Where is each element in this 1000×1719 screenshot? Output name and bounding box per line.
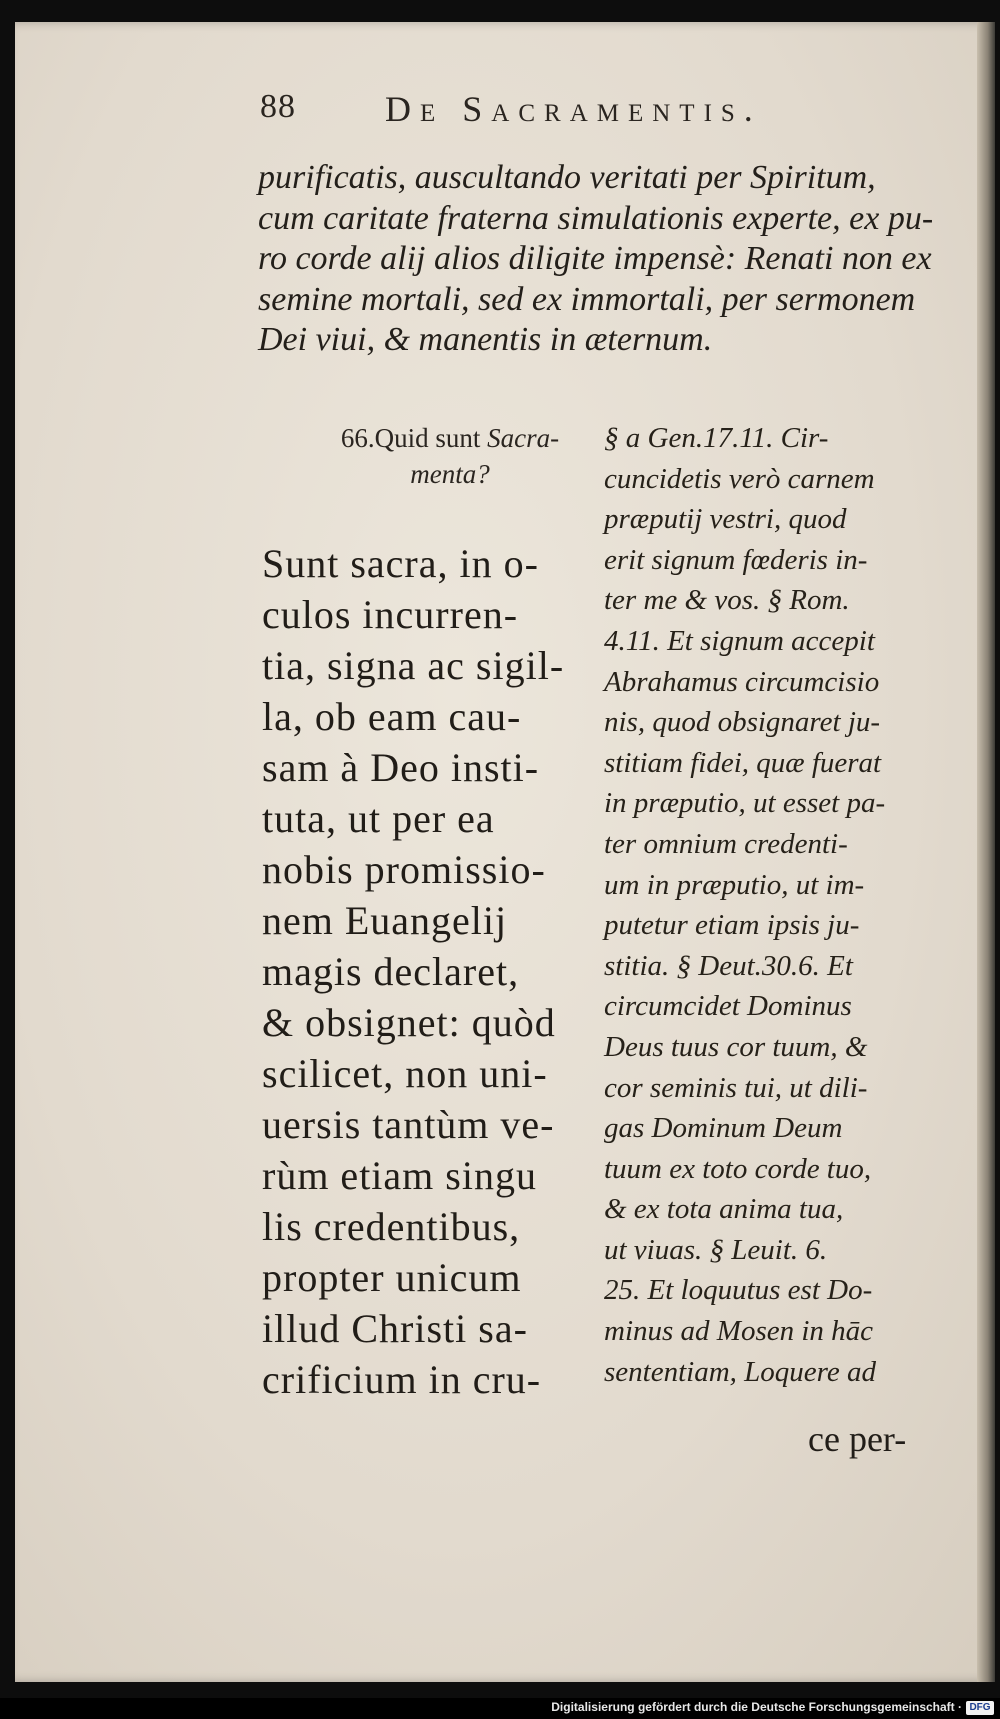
text-line: purificatis, auscultando veritati per Spiritum, <box>258 159 876 196</box>
question-italic: Sacra- <box>487 423 560 453</box>
answer-line: illud Christi sa- <box>262 1306 528 1351</box>
digitization-footer <box>0 1698 1000 1719</box>
answer-column <box>262 538 602 1405</box>
question-line: menta? <box>410 459 490 489</box>
note-line: stitiam fidei, quæ fuerat <box>604 746 882 779</box>
text-line: semine mortali, sed ex immortali, per sermonem <box>258 280 916 318</box>
answer-line: sam à Deo insti- <box>262 745 540 790</box>
note-line: putetur etiam ipsis ju- <box>604 909 860 942</box>
answer-line: Sunt sacra, in o- <box>262 541 539 586</box>
question-line <box>290 420 610 456</box>
note-line: sententiam, Loquere ad <box>604 1355 876 1388</box>
note-line: 4.11. Et signum accepit <box>604 624 875 657</box>
note-line: in præputio, ut esset pa- <box>604 787 886 820</box>
funding-credit: Digitalisierung gefördert durch die Deutsche Forschungsgemeinschaft · <box>551 1700 962 1714</box>
answer-line: crificium in cru- <box>262 1357 542 1402</box>
note-line: Abrahamus circumcisio <box>604 665 880 698</box>
answer-line: culos incurren- <box>262 592 519 637</box>
note-line: nis, quod obsignaret ju- <box>604 706 881 739</box>
note-line: tuum ex toto corde tuo, <box>604 1152 872 1185</box>
note-line: ut viuas. § Leuit. 6. <box>604 1233 828 1266</box>
catchword: ce per- <box>808 1419 907 1459</box>
answer-line: lis credentibus, <box>262 1204 521 1249</box>
answer-line: scilicet, non uni- <box>262 1051 548 1096</box>
note-line: 25. Et loquutus est Do- <box>604 1274 873 1307</box>
note-line: circumcidet Dominus <box>604 990 852 1023</box>
answer-line: & obsignet: quòd <box>262 1000 556 1045</box>
page-edge <box>977 22 995 1682</box>
page-number: 88 <box>260 88 296 125</box>
answer-line: nem Euangelij <box>262 898 508 943</box>
note-line: Deus tuus cor tuum, & <box>604 1030 868 1063</box>
answer-line: la, ob eam cau- <box>262 694 522 739</box>
note-line: gas Dominum Deum <box>604 1112 843 1145</box>
note-line: ter me & vos. § Rom. <box>604 584 850 617</box>
note-line: erit signum fœderis in- <box>604 543 868 576</box>
answer-line: rùm etiam singu <box>262 1153 537 1198</box>
running-title: De Sacramentis. <box>385 89 762 129</box>
note-line: cuncidetis verò carnem <box>604 462 875 495</box>
question-heading <box>290 420 610 492</box>
text-line: Dei viui, & manentis in æternum. <box>258 321 713 358</box>
text-line: ro corde alij alios diligite impensè: Renati non ex <box>258 240 932 277</box>
note-line: minus ad Mosen in hāc <box>604 1315 874 1348</box>
text-line: cum caritate fraterna simulationis experte, ex pu- <box>258 199 934 237</box>
note-line: & ex tota anima tua, <box>604 1193 844 1226</box>
answer-line: magis declaret, <box>262 949 520 994</box>
note-line: um in præputio, ut im- <box>604 868 865 901</box>
answer-line: tia, signa ac sigil- <box>262 643 565 688</box>
note-line: stitia. § Deut.30.6. Et <box>604 949 853 982</box>
question-prefix: 66.Quid sunt <box>340 423 488 453</box>
note-line: § a Gen.17.11. Cir- <box>604 422 829 454</box>
answer-line: tuta, ut per ea <box>262 796 495 841</box>
note-line: præputij vestri, quod <box>604 503 847 536</box>
note-line: ter omnium credenti- <box>604 827 848 860</box>
marginal-notes-column <box>604 418 964 1392</box>
answer-line: propter unicum <box>262 1255 522 1300</box>
dfg-logo: DFG <box>966 1701 994 1715</box>
continuation-paragraph <box>258 158 978 361</box>
answer-line: uersis tantùm ve- <box>262 1102 555 1147</box>
answer-line: nobis promissio- <box>262 847 546 892</box>
page-header <box>260 88 960 148</box>
note-line: cor seminis tui, ut dili- <box>604 1071 868 1104</box>
